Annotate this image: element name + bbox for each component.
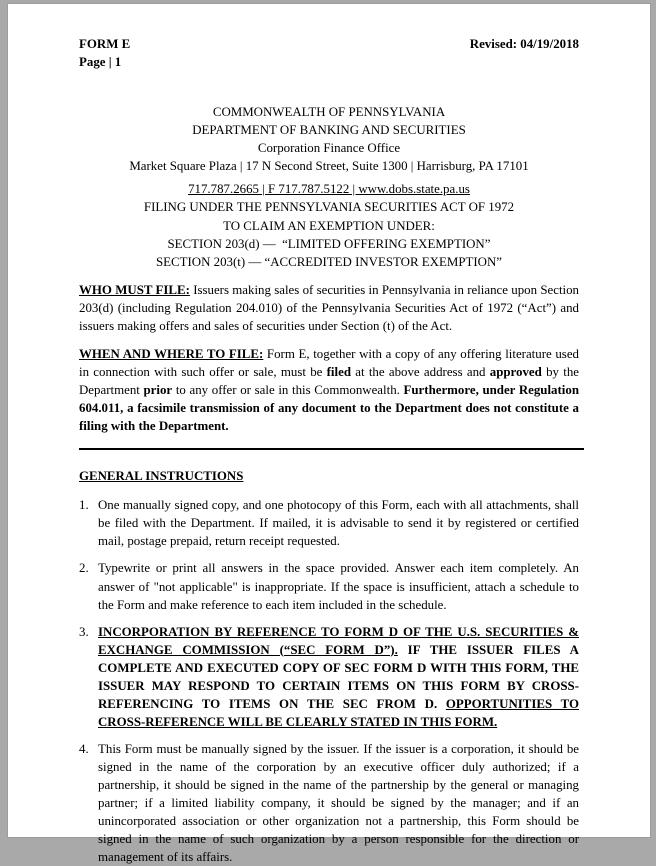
- item-number: 3.: [79, 624, 89, 639]
- instructions-list: [79, 496, 579, 866]
- letterhead-address: Market Square Plaza | 17 N Second Street, Suite 1300 | Harrisburg, PA 17101: [129, 159, 529, 174]
- when-where-text: Form E, together with a copy of any offering literature used in connection with such offer or sale, must be: [79, 346, 579, 379]
- form-id-block: [79, 35, 130, 71]
- instruction-item-4: [79, 740, 579, 866]
- filing-section-203d: SECTION 203(d) — “LIMITED OFFERING EXEMPTION”: [167, 236, 491, 251]
- approved-bold: approved: [489, 364, 542, 379]
- filing-title-block: [79, 180, 579, 270]
- filing-title-line2: TO CLAIM AN EXEMPTION UNDER:: [223, 218, 435, 233]
- filing-section-203t: SECTION 203(t) — “ACCREDITED INVESTOR EXEMPTION”: [156, 254, 502, 269]
- page-header: [79, 35, 579, 71]
- document-page: [7, 3, 651, 865]
- incorporation-middle: IF THE ISSUER FILES A COMPLETE AND EXECUTED COPY OF SEC FORM D WITH THIS FORM, THE ISSUER MAY RESPOND TO CERTAIN ITEMS ON THIS FORM BY CROSS-REFERENCING TO ITEMS ON THE SEC FROM D.: [98, 642, 579, 711]
- when-where-text: to any offer or sale in this Commonwealth.: [172, 383, 404, 397]
- item-number: 4.: [79, 742, 89, 756]
- item-text: Typewrite or print all answers in the space provided. Answer each item completely. An answer of "not applicable" is inappropriate. If the space is insufficient, attach a schedule to the Form and make reference to each item included in the schedule.: [98, 561, 579, 612]
- section-divider-rule: [79, 448, 584, 450]
- incorporation-underlined-lead: INCORPORATION BY REFERENCE TO FORM D OF THE U.S. SECURITIES & EXCHANGE COMMISSION (“SEC FORM D”).: [98, 624, 579, 657]
- when-where-label: WHEN AND WHERE TO FILE:: [79, 346, 264, 361]
- filing-title-line1: FILING UNDER THE PENNSYLVANIA SECURITIES ACT OF 1972: [143, 200, 515, 215]
- item-text: One manually signed copy, and one photocopy of this Form, each with all attachments, shall be filed with the Department. If mailed, it is advisable to send it by registered or certified mail, postage prepaid, return receipt requested.: [98, 498, 579, 549]
- item-text: This Form must be manually signed by the issuer. If the issuer is a corporation, it should be signed in the name of the corporation by an executive officer duly authorized; if a partnership, it should be signed in the name of the partnership by the general or managing partner; if a limited liability company, it should be signed by the manager; and if an unincorporated association or other organization not a partnership, this Form should be signed in the name of such organization by a person responsible for the direction or management of its affairs.: [98, 742, 579, 865]
- item-text-incorporation: [98, 623, 579, 731]
- instruction-item-3: [79, 623, 579, 731]
- website-link[interactable]: www.dobs.state.pa.us: [358, 182, 470, 197]
- letterhead-department: DEPARTMENT OF BANKING AND SECURITIES: [192, 123, 466, 138]
- when-where-paragraph: [79, 345, 579, 435]
- letterhead: [79, 103, 579, 175]
- page-number-label: Page | 1: [79, 55, 122, 70]
- incorporation-underlined-tail: OPPORTUNITIES TO CROSS-REFERENCE WILL BE CLEARLY STATED IN THIS FORM.: [98, 696, 580, 729]
- prior-bold: prior: [143, 383, 173, 397]
- who-must-file-body: Issuers making sales of securities in Pennsylvania in reliance upon Section 203(d) (including Regulation 204.010) of the Pennsylvania Securities Act of 1972 (“Act”) and issuers making offers and sales of securities under Section (t) of the Act.: [79, 282, 579, 333]
- who-must-file-label: WHO MUST FILE:: [79, 282, 190, 297]
- instruction-item-1: [79, 496, 579, 550]
- instruction-item-2: [79, 559, 579, 613]
- form-label: FORM E: [79, 37, 131, 51]
- when-where-text: at the above address and: [351, 364, 490, 379]
- facsimile-notice-bold: Furthermore, under Regulation 604.011, a facsimile transmission of any document to the Department does not constitute a filing with the Department.: [79, 383, 579, 434]
- who-must-file-paragraph: [79, 281, 579, 335]
- revised-date-label: Revised: 04/19/2018: [469, 37, 579, 51]
- general-instructions-heading: GENERAL INSTRUCTIONS: [79, 469, 244, 484]
- when-where-text: by the Department: [79, 364, 579, 397]
- item-number: 2.: [79, 561, 89, 576]
- letterhead-commonwealth: COMMONWEALTH OF PENNSYLVANIA: [212, 105, 446, 120]
- letterhead-office: Corporation Finance Office: [257, 141, 401, 156]
- filed-bold: filed: [326, 364, 351, 379]
- phone-fax-label: 717.787.2665 | F 717.787.5122 |: [188, 182, 359, 197]
- item-number: 1.: [79, 498, 89, 513]
- contact-line: [79, 180, 579, 198]
